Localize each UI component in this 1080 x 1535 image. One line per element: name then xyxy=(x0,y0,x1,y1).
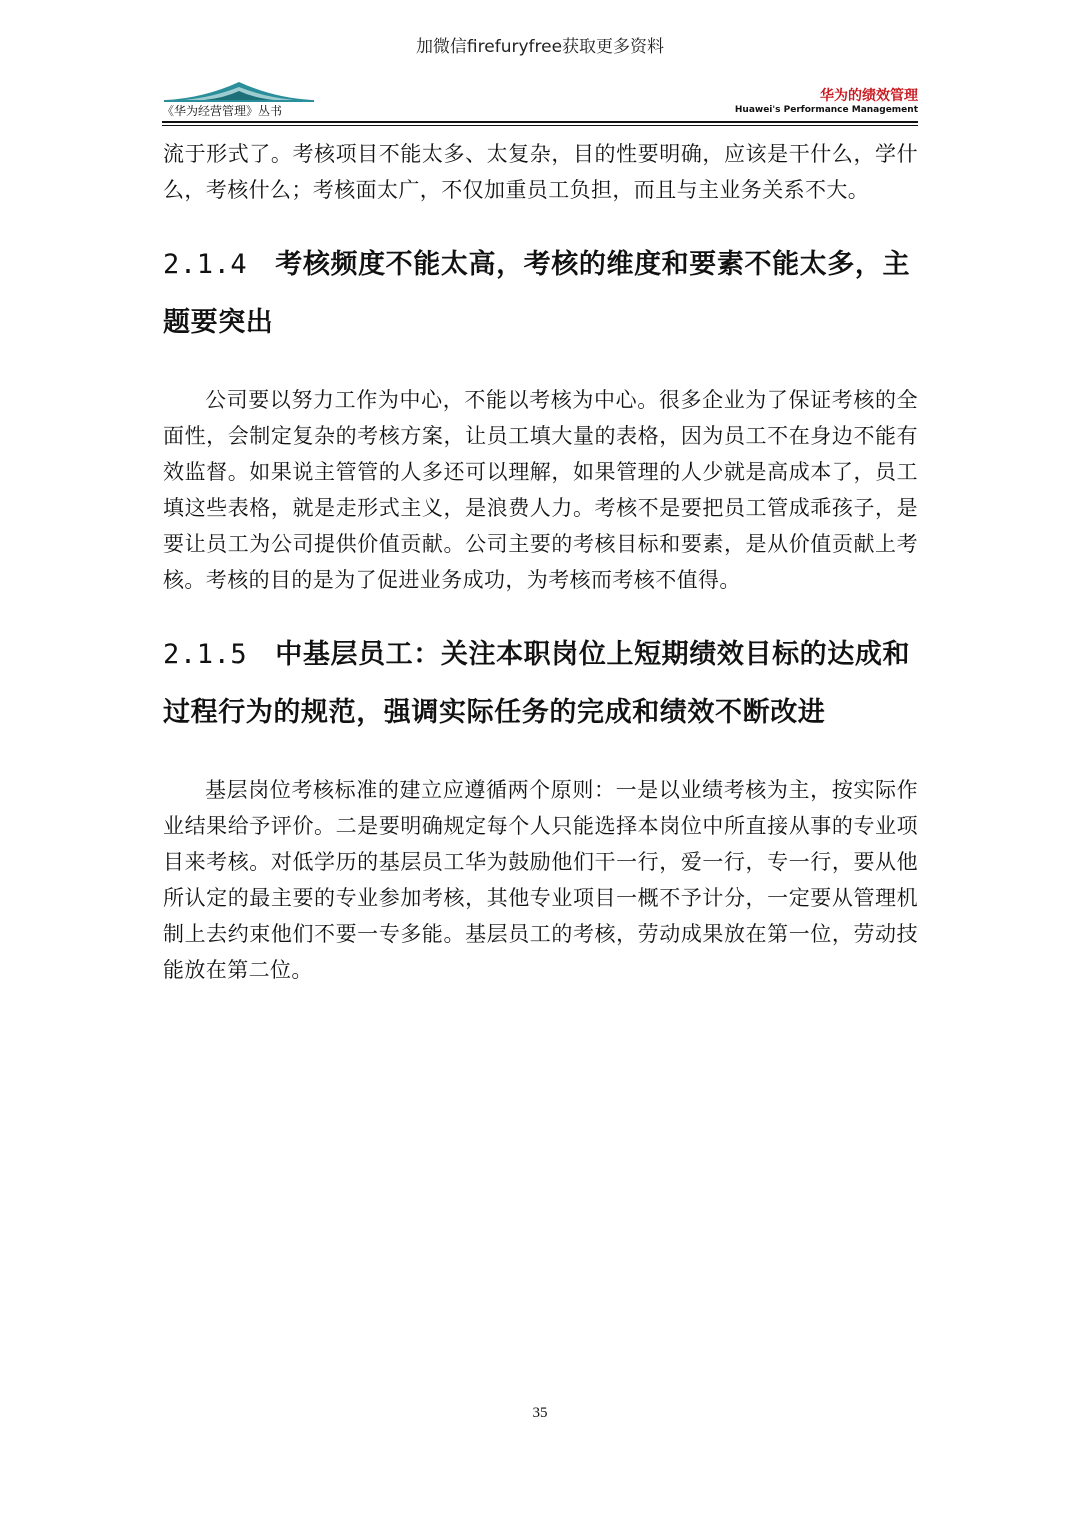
section-number: 2.1.5 xyxy=(163,639,248,670)
watermark-text: 加微信firefuryfree获取更多资料 xyxy=(415,37,665,57)
brand-title-cn: 华为的绩效管理 xyxy=(820,88,918,104)
series-block xyxy=(162,78,362,122)
header-divider-thin xyxy=(162,125,918,126)
header-divider xyxy=(162,121,918,123)
brand-title-en: Huawei's Performance Management xyxy=(734,105,918,115)
section-heading-2-1-5 xyxy=(163,626,918,742)
section-paragraph-2-1-4: 公司要以努力工作为中心，不能以考核为中心。很多企业为了保证考核的全面性，会制定复杂的考核方案，让员工填大量的表格，因为员工不在身边不能有效监督。如果说主管管的人多还可以理解，如果管理的人少就是高成本了，员工填这些表格，就是走形式主义，是浪费人力。考核不是要把员工管成乖孩子，是要让员工为公司提供价值贡献。公司主要的考核目标和要素，是从价值贡献上考核。考核的目的是为了促进业务成功，为考核而考核不值得。 xyxy=(163,388,918,592)
section-number: 2.1.4 xyxy=(163,249,248,280)
mountain-logo-icon xyxy=(164,78,314,102)
page-content xyxy=(163,136,918,988)
running-header xyxy=(162,78,918,122)
page-number: 35 xyxy=(532,1405,548,1421)
section-title: 考核频度不能太高，考核的维度和要素不能太多，主题要突出 xyxy=(163,249,911,338)
section-title: 中基层员工：关注本职岗位上短期绩效目标的达成和过程行为的规范，强调实际任务的完成和绩效不断改进 xyxy=(163,639,911,728)
brand-block xyxy=(735,88,918,116)
series-title: 《华为经营管理》丛书 xyxy=(162,104,283,118)
section-heading-2-1-4 xyxy=(163,236,918,352)
intro-paragraph: 流于形式了。考核项目不能太多、太复杂，目的性要明确，应该是干什么，学什么，考核什么；考核面太广，不仅加重员工负担，而且与主业务关系不大。 xyxy=(163,142,918,202)
section-paragraph-2-1-5: 基层岗位考核标准的建立应遵循两个原则：一是以业绩考核为主，按实际作业结果给予评价。二是要明确规定每个人只能选择本岗位中所直接从事的专业项目来考核。对低学历的基层员工华为鼓励他们干一行，爱一行，专一行，要从他所认定的最主要的专业参加考核，其他专业项目一概不予计分，一定要从管理机制上去约束他们不要一专多能。基层员工的考核，劳动成果放在第一位，劳动技能放在第二位。 xyxy=(163,778,918,982)
